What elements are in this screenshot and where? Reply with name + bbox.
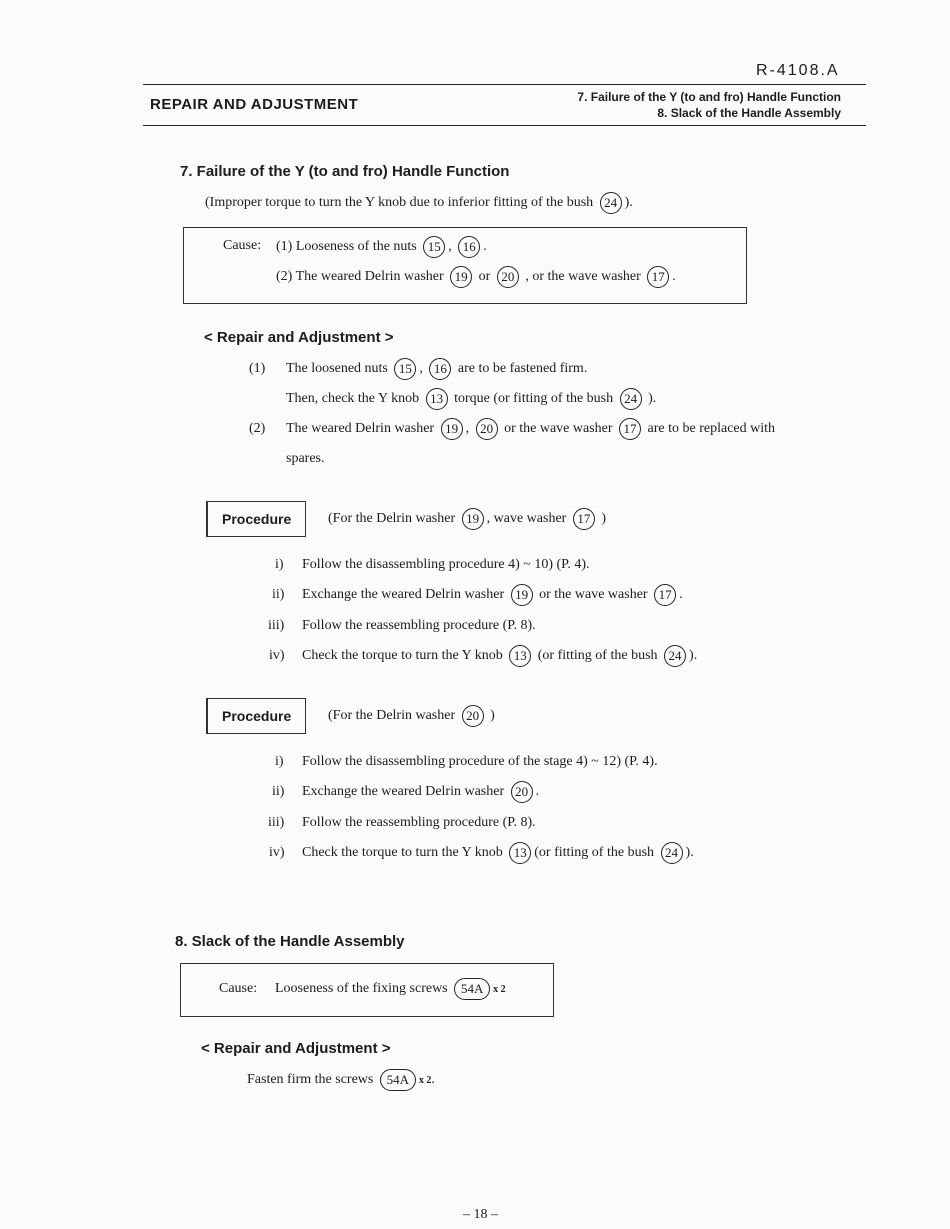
cause-num: (1) (276, 239, 293, 255)
section-7-heading: 7. Failure of the Y (to and fro) Handle Function (180, 163, 510, 180)
step-text-mid: torque (or fitting of the bush (454, 391, 614, 407)
subtitle-end: ). (624, 195, 633, 211)
header-top-rule (143, 84, 866, 85)
part-ref-13: 13 (426, 388, 448, 410)
part-ref-17: 17 (654, 584, 676, 606)
proc2-step-i-num: i) (275, 754, 284, 769)
subtitle-text: (Improper torque to turn the Y knob due to inferior fitting of the bush (205, 195, 594, 211)
step-text: Exchange the weared Delrin washer (302, 784, 505, 800)
cause-label-7: Cause: (223, 238, 262, 253)
part-ref-13: 13 (509, 645, 531, 667)
part-ref-17: 17 (573, 508, 595, 530)
cause-text: Looseness of the fixing screws (275, 981, 448, 997)
note-text: (For the Delrin washer (328, 708, 456, 724)
cause-text-mid: , or the wave washer (525, 269, 641, 285)
part-ref-16: 16 (429, 358, 451, 380)
step-text: The weared Delrin washer (286, 421, 435, 437)
separator: , (465, 421, 470, 437)
cause-item-1 (276, 236, 487, 258)
proc2-step-iv-num: iv) (269, 845, 285, 860)
section-8-heading: 8. Slack of the Handle Assembly (175, 933, 405, 950)
or-text: or (478, 269, 491, 285)
proc2-step-ii-num: ii) (272, 784, 285, 799)
proc1-step-ii (302, 584, 683, 606)
part-ref-24: 24 (661, 842, 683, 864)
header-bottom-rule (143, 125, 866, 126)
repair-step-1-cont (286, 388, 656, 410)
part-ref-24: 24 (664, 645, 686, 667)
repair-step-2-cont: spares. (286, 451, 325, 466)
period: . (431, 1072, 435, 1088)
part-ref-19: 19 (450, 266, 472, 288)
proc1-step-i: Follow the disassembling procedure 4) ~ 10) (P. 4). (302, 557, 590, 572)
step-text: Check the torque to turn the Y knob (302, 648, 503, 664)
step-text-end: are to be fastened firm. (457, 361, 588, 377)
note-text-mid: , wave washer (486, 511, 567, 527)
note-text-end: ) (490, 708, 495, 724)
page-number: – 18 – (463, 1207, 498, 1222)
part-ref-24: 24 (600, 192, 622, 214)
repair-adjustment-heading-8: < Repair and Adjustment > (201, 1040, 391, 1057)
step-text-end: ). (689, 648, 698, 664)
repair-adjustment-heading-7: < Repair and Adjustment > (204, 329, 394, 346)
part-ref-24: 24 (620, 388, 642, 410)
proc2-step-iv (302, 842, 694, 864)
separator: , (419, 361, 423, 377)
proc1-step-iii-num: iii) (268, 618, 285, 633)
cause-item-8 (275, 978, 506, 1000)
proc1-step-iv (302, 645, 697, 667)
quantity-label: x 2 (418, 1075, 432, 1087)
part-ref-15: 15 (423, 236, 445, 258)
part-ref-54a: 54A (454, 978, 490, 1000)
period: . (483, 239, 487, 255)
repair-step-1 (286, 358, 587, 380)
repair-step-8 (247, 1069, 435, 1091)
procedure-label-2: Procedure (206, 698, 306, 734)
cause-item-2 (276, 266, 676, 288)
step-text-mid: or the wave washer (504, 421, 613, 437)
proc1-step-i-num: i) (275, 557, 284, 572)
section-title-right-2: 8. Slack of the Handle Assembly (657, 106, 841, 120)
period: . (672, 269, 676, 285)
proc1-step-iii: Follow the reassembling procedure (P. 8). (302, 618, 536, 633)
step-text-mid: or the wave washer (539, 587, 648, 603)
part-ref-19: 19 (441, 418, 463, 440)
proc1-step-iv-num: iv) (269, 648, 285, 663)
step-text-end: are to be replaced with (647, 421, 776, 437)
cause-text: The weared Delrin washer (295, 269, 444, 285)
proc2-step-ii (302, 781, 539, 803)
step-text: The loosened nuts (286, 361, 388, 377)
proc2-step-iii-num: iii) (268, 815, 285, 830)
part-ref-19: 19 (462, 508, 484, 530)
procedure-1-note (328, 508, 606, 530)
document-number: R-4108.A (756, 62, 840, 79)
part-ref-19: 19 (511, 584, 533, 606)
proc2-step-iii: Follow the reassembling procedure (P. 8). (302, 815, 536, 830)
section-title-left: REPAIR AND ADJUSTMENT (150, 96, 359, 113)
period: . (679, 587, 683, 603)
section-7-subtitle (205, 192, 633, 214)
step-text-mid: (or fitting of the bush (534, 845, 655, 861)
separator: , (448, 239, 452, 255)
repair-step-2 (286, 418, 775, 440)
note-text-end: ) (601, 511, 606, 527)
part-ref-20: 20 (497, 266, 519, 288)
step-text: Then, check the Y knob (286, 391, 420, 407)
part-ref-54a: 54A (380, 1069, 416, 1091)
part-ref-13: 13 (509, 842, 531, 864)
proc1-step-ii-num: ii) (272, 587, 285, 602)
section-title-right-1: 7. Failure of the Y (to and fro) Handle Function (577, 90, 841, 104)
procedure-2-note (328, 705, 495, 727)
cause-num: (2) (276, 269, 293, 285)
part-ref-20: 20 (462, 705, 484, 727)
step-text: Exchange the weared Delrin washer (302, 587, 505, 603)
part-ref-16: 16 (458, 236, 480, 258)
step-text: Fasten firm the screws (247, 1072, 374, 1088)
proc2-step-i: Follow the disassembling procedure of the stage 4) ~ 12) (P. 4). (302, 754, 658, 769)
step-text-end: ). (648, 391, 657, 407)
cause-label-8: Cause: (219, 981, 258, 996)
step-text-end: ). (685, 845, 694, 861)
repair-step-2-num: (2) (249, 421, 266, 436)
note-text: (For the Delrin washer (328, 511, 456, 527)
part-ref-17: 17 (647, 266, 669, 288)
procedure-label-1: Procedure (206, 501, 306, 537)
cause-text: Looseness of the nuts (295, 239, 417, 255)
repair-step-1-num: (1) (249, 361, 266, 376)
step-text: Check the torque to turn the Y knob (302, 845, 503, 861)
part-ref-20: 20 (476, 418, 498, 440)
period: . (535, 784, 540, 800)
part-ref-17: 17 (619, 418, 641, 440)
step-text-mid: (or fitting of the bush (537, 648, 658, 664)
part-ref-15: 15 (394, 358, 416, 380)
part-ref-20: 20 (511, 781, 533, 803)
quantity-label: x 2 (493, 984, 506, 996)
